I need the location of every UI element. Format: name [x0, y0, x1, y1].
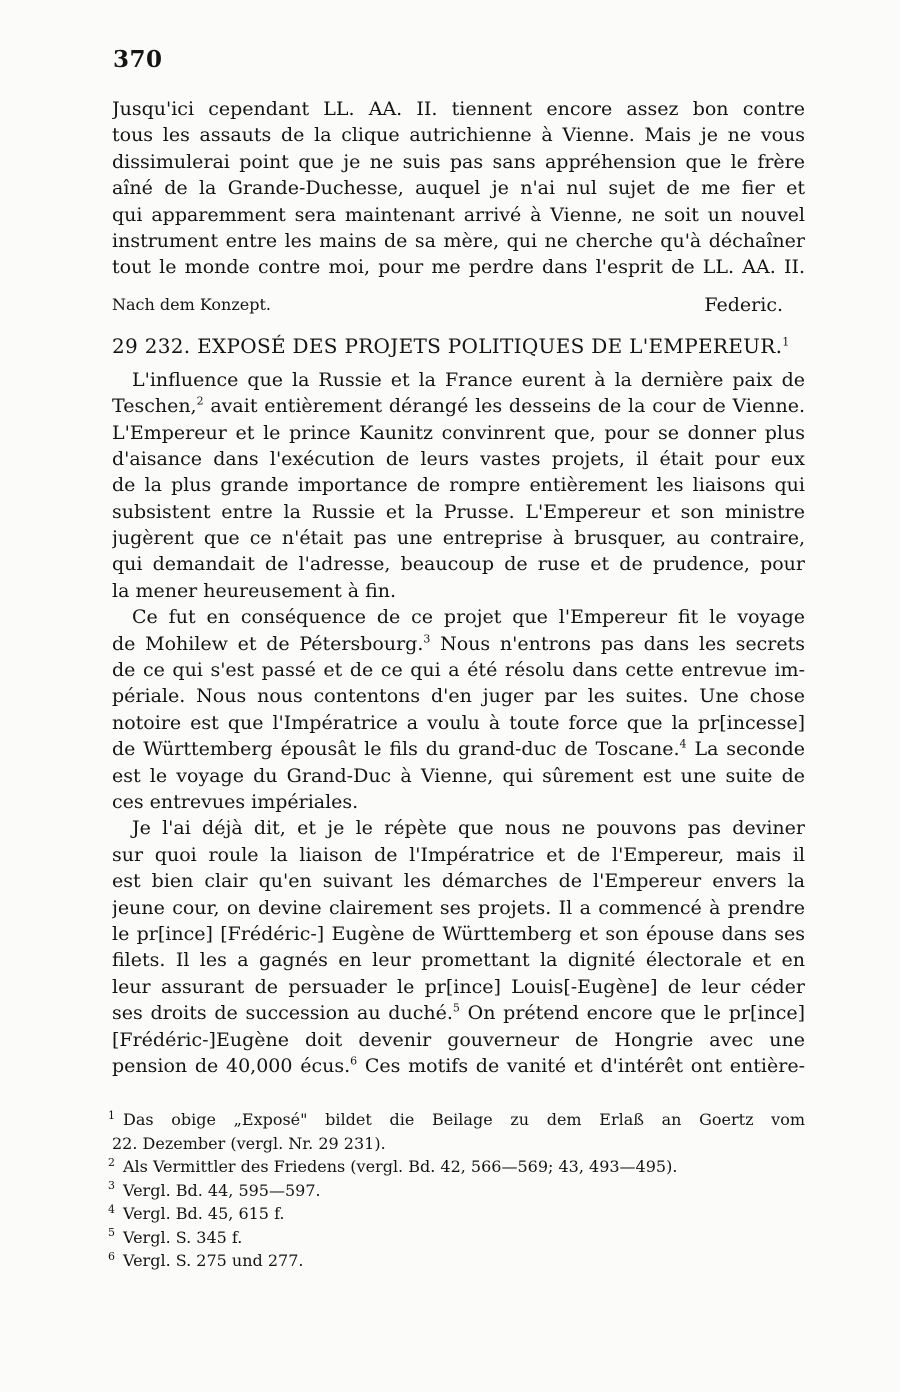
signature: Federic.	[704, 294, 783, 317]
footnotes	[108, 1108, 805, 1273]
text-line: Je l'ai déjà dit, et je le répète que nous ne pouvons pas deviner	[132, 817, 805, 840]
footnote: $^5$ Vergl. S. 345 f.	[108, 1226, 243, 1247]
text-line: L'Empereur et le prince Kaunitz convinrent que, pour se donner plus	[112, 421, 805, 444]
footnote: $^3$ Vergl. Bd. 44, 595—597.	[108, 1179, 321, 1200]
footnote-number: 3	[108, 1179, 115, 1193]
source-note: Nach dem Konzept.	[112, 295, 271, 315]
text-line: aîné de la Grande-Duchesse, auquel je n'ai nul sujet de me fier et	[112, 177, 805, 200]
text-line: subsistent entre la Russie et la Prusse. L'Empereur et son ministre	[112, 500, 805, 523]
text-line: le pr[ince] [Frédéric-] Eugène de Württemberg et son épouse dans ses	[112, 922, 805, 945]
text-line: Ce fut en conséquence de ce projet que l'Empereur fit le voyage	[132, 606, 805, 629]
text-line: dissimulerai point que je ne suis pas sans appréhension que le frère	[112, 150, 805, 173]
text-line: Teschen,$^2$ avait entièrement dérangé les desseins de la cour de Vienne.	[112, 394, 805, 418]
heading-text: 29 232. EXPOSÉ DES PROJETS POLITIQUES DE L'EMPEREUR.	[112, 333, 783, 358]
footnote-ref: 2	[196, 394, 204, 408]
footnote-ref: 3	[423, 632, 431, 646]
text-line: [Frédéric-]Eugène doit devenir gouverneur de Hongrie avec une	[112, 1028, 805, 1051]
footnote-ref: 6	[350, 1054, 358, 1068]
paragraph	[112, 604, 805, 815]
signature-row	[112, 287, 805, 319]
text-line: instrument entre les mains de sa mère, qui ne cherche qu'à déchaîner	[112, 229, 805, 252]
text-line: leur assurant de persuader le pr[ince] Louis[-Eugène] de leur céder	[112, 975, 805, 998]
paragraph	[112, 815, 805, 1079]
text-line: est le voyage du Grand-Duc à Vienne, qui sûrement est une suite de	[112, 764, 805, 787]
footnote-ref: 1	[782, 335, 790, 349]
text-line: pension de 40,000 écus.$^6$ Ces motifs de vanité et d'intérêt ont entière-	[112, 1054, 805, 1077]
text-line: ces entrevues impériales.	[112, 791, 359, 813]
text-line: filets. Il les a gagnés en leur promettant la dignité électorale et en	[112, 949, 805, 972]
footnote: $^2$ Als Vermittler des Friedens (vergl. Bd. 42, 566—569; 43, 493—495).	[108, 1155, 678, 1176]
text-line: sur quoi roule la liaison de l'Impératrice et de l'Empereur, mais il	[112, 843, 805, 866]
text-line: tout le monde contre moi, pour me perdre dans l'esprit de LL. AA. II.	[112, 256, 805, 279]
footnote-continuation: 22. Dezember (vergl. Nr. 29 231).	[112, 1133, 386, 1153]
text-line: d'aisance dans l'exécution de leurs vastes projets, il était pour eux	[112, 447, 805, 470]
footnote: $^1$ Das obige „Exposé" bildet die Beilage zu dem Erlaß an Goertz vom	[108, 1108, 805, 1129]
page-number: 370	[113, 46, 163, 73]
text-line: de la plus grande importance de rompre entièrement les liaisons qui	[112, 474, 805, 497]
footnote-number: 4	[108, 1202, 115, 1216]
footnote: $^6$ Vergl. S. 275 und 277.	[108, 1249, 304, 1270]
text-line: est bien clair qu'en suivant les démarches de l'Empereur envers la	[112, 870, 805, 893]
text-line: Jusqu'ici cependant LL. AA. II. tiennent encore assez bon contre	[112, 98, 805, 120]
text-line: qui apparemment sera maintenant arrivé à Vienne, ne soit un nouvel	[112, 203, 805, 226]
footnote-number: 6	[108, 1249, 115, 1263]
text-line: de Württemberg épousât le fils du grand-duc de Toscane.$^4$ La seconde	[112, 737, 805, 761]
footnote-ref: 5	[452, 1001, 460, 1015]
paragraph	[112, 367, 805, 605]
letter-end	[112, 96, 805, 319]
text-line: notoire est que l'Impératrice a voulu à toute force que la pr[incesse]	[112, 711, 805, 734]
footnote: $^4$ Vergl. Bd. 45, 615 f.	[108, 1202, 285, 1223]
text-line: tous les assauts de la clique autrichienne à Vienne. Mais je ne vous	[112, 124, 805, 147]
footnote-number: 1	[108, 1108, 115, 1122]
text-line: jeune cour, on devine clairement ses projets. Il a commencé à prendre	[112, 896, 805, 919]
text-line: qui demandait de l'adresse, beaucoup de ruse et de prudence, pour	[112, 553, 805, 576]
footnote-ref: 4	[679, 737, 687, 751]
footnote-number: 2	[108, 1155, 115, 1169]
text-line: jugèrent que ce n'était pas une entreprise à brusquer, au contraire,	[112, 527, 805, 550]
text-line: la mener heureusement à fin.	[112, 579, 397, 602]
document-heading	[112, 333, 805, 367]
text-line: de ce qui s'est passé et de ce qui a été résolu dans cette entrevue im-	[112, 659, 805, 682]
footnote-number: 5	[108, 1226, 115, 1240]
text-line: périale. Nous nous contentons d'en juger par les suites. Une chose	[112, 685, 805, 708]
main-text	[112, 96, 805, 1079]
text-line: ses droits de succession au duché.$^5$ On prétend encore que le pr[ince]	[112, 1001, 805, 1025]
text-line: de Mohilew et de Pétersbourg.$^3$ Nous n'entrons pas dans les secrets	[112, 632, 805, 655]
text-line: L'influence que la Russie et la France eurent à la dernière paix de	[132, 368, 805, 391]
